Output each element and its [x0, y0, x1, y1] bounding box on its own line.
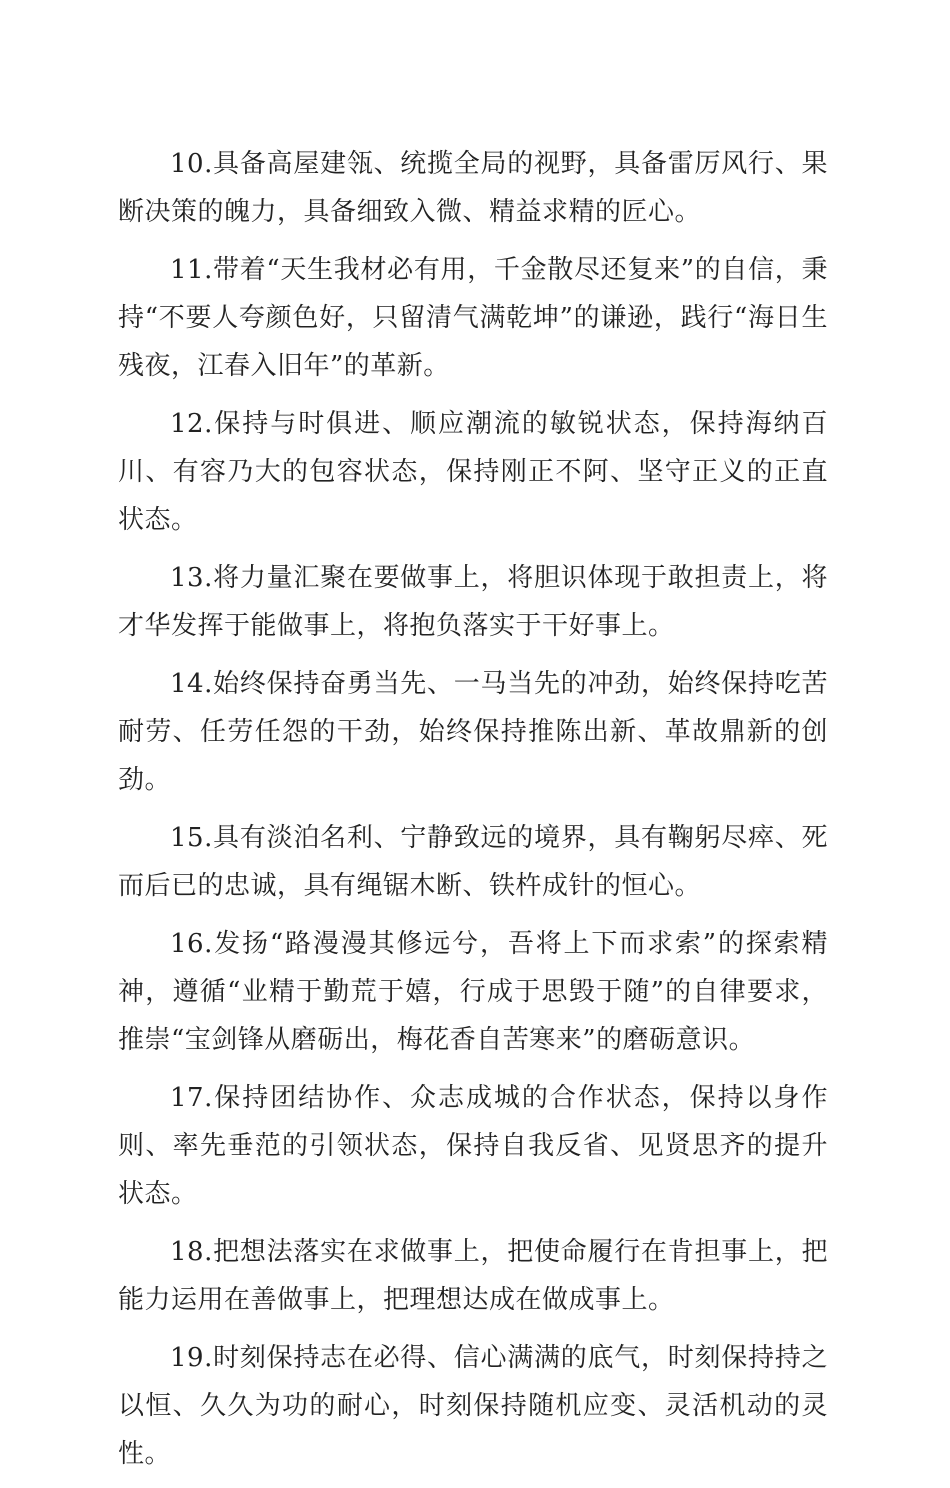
paragraph-14: 14.始终保持奋勇当先、一马当先的冲劲，始终保持吃苦耐劳、任劳任怨的干劲，始终保持推陈出新、革故鼎新的创劲。 — [118, 669, 828, 795]
paragraph-19: 19.时刻保持志在必得、信心满满的底气，时刻保持持之以恒、久久为功的耐心，时刻保持随机应变、灵活机动的灵性。 — [118, 1343, 828, 1469]
paragraph-12: 12.保持与时俱进、顺应潮流的敏锐状态，保持海纳百川、有容乃大的包容状态，保持刚正不阿、坚守正义的正直状态。 — [118, 409, 828, 535]
paragraph-13: 13.将力量汇聚在要做事上，将胆识体现于敢担责上，将才华发挥于能做事上，将抱负落实于干好事上。 — [118, 563, 828, 641]
paragraph-16: 16.发扬“路漫漫其修远兮，吾将上下而求索”的探索精神，遵循“业精于勤荒于嬉，行成于思毁于随”的自律要求，推崇“宝剑锋从磨砺出，梅花香自苦寒来”的磨砺意识。 — [118, 929, 828, 1055]
paragraph-15: 15.具有淡泊名利、宁静致远的境界，具有鞠躬尽瘁、死而后已的忠诚，具有绳锯木断、铁杵成针的恒心。 — [118, 823, 828, 901]
paragraph-10: 10.具备高屋建瓴、统揽全局的视野，具备雷厉风行、果断决策的魄力，具备细致入微、精益求精的匠心。 — [118, 149, 828, 227]
paragraph-11: 11.带着“天生我材必有用，千金散尽还复来”的自信，秉持“不要人夸颜色好，只留清气满乾坤”的谦逊，践行“海日生残夜，江春入旧年”的革新。 — [118, 255, 828, 381]
paragraph-17: 17.保持团结协作、众志成城的合作状态，保持以身作则、率先垂范的引领状态，保持自我反省、见贤思齐的提升状态。 — [118, 1083, 828, 1209]
paragraph-18: 18.把想法落实在求做事上，把使命履行在肯担事上，把能力运用在善做事上，把理想达成在做成事上。 — [118, 1237, 828, 1315]
document-page — [118, 140, 828, 1488]
